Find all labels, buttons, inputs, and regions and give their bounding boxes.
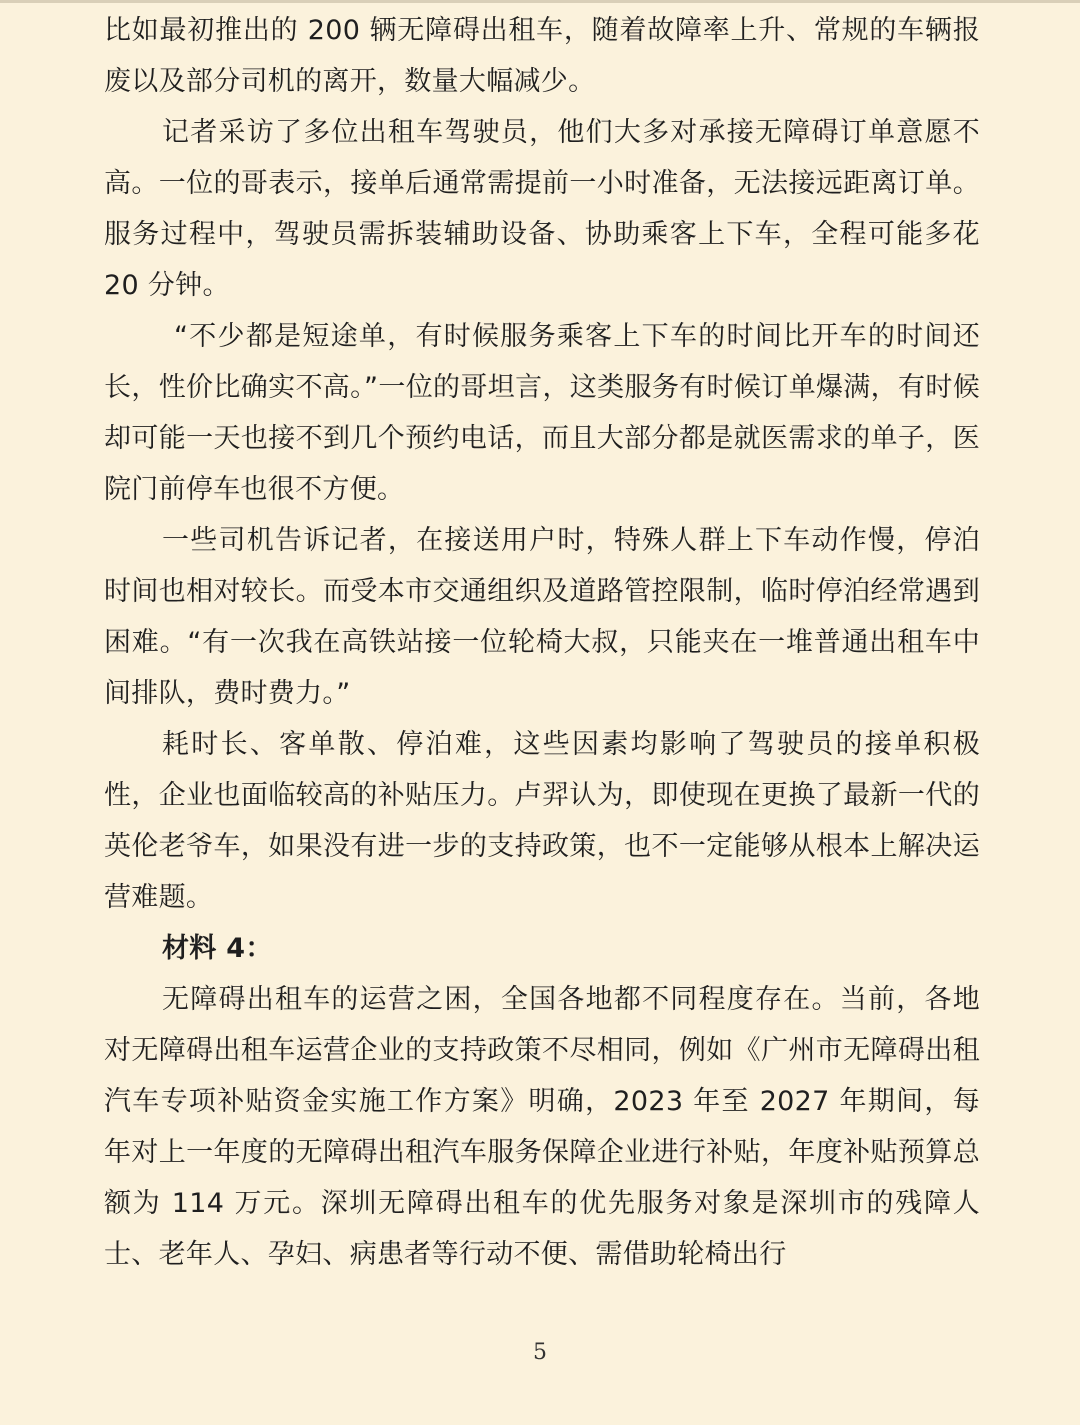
top-divider (0, 0, 1080, 3)
paragraph-policy-support: 无障碍出租车的运营之困，全国各地都不同程度存在。当前，各地对无障碍出租车运营企业的支持政策不尽相同，例如《广州市无障碍出租汽车专项补贴资金实施工作方案》明确，2023 年至 2027 年期间，每年对上一年度的无障碍出租汽车服务保障企业进行补贴，年度补贴预算总额为 114 万元。深圳无障碍出租车的优先服务对象是深圳市的残障人士、老年人、孕妇、病患者等行动不便、需借助轮椅出行 (104, 984, 980, 1270)
page-number: 5 (533, 1340, 547, 1365)
paragraph-driver-interviews: 记者采访了多位出租车驾驶员，他们大多对承接无障碍订单意愿不高。一位的哥表示，接单后通常需提前一小时准备，无法接远距离订单。服务过程中，驾驶员需拆装辅助设备、协助乘客上下车，全程可能多花 20 分钟。 (104, 117, 980, 301)
section-heading-material-4: 材料 4： (162, 933, 273, 964)
paragraph-continuation: 比如最初推出的 200 辆无障碍出租车，随着故障率上升、常规的车辆报废以及部分司机的离开，数量大幅减少。 (104, 15, 980, 97)
paragraph-driver-quote: “不少都是短途单，有时候服务乘客上下车的时间比开车的时间还长，性价比确实不高。”一位的哥坦言，这类服务有时候订单爆满，有时候却可能一天也接不到几个预约电话，而且大部分都是就医需求的单子，医院门前停车也很不方便。 (104, 321, 980, 505)
paragraph-parking-difficulty: 一些司机告诉记者，在接送用户时，特殊人群上下车动作慢，停泊时间也相对较长。而受本市交通组织及道路管控限制，临时停泊经常遇到困难。“有一次我在高铁站接一位轮椅大叔，只能夹在一堆普通出租车中间排队，费时费力。” (104, 525, 980, 709)
paragraph-operating-problems: 耗时长、客单散、停泊难，这些因素均影响了驾驶员的接单积极性，企业也面临较高的补贴压力。卢羿认为，即使现在更换了最新一代的英伦老爷车，如果没有进一步的支持政策，也不一定能够从根本上解决运营难题。 (104, 729, 980, 913)
document-body (104, 5, 980, 1280)
